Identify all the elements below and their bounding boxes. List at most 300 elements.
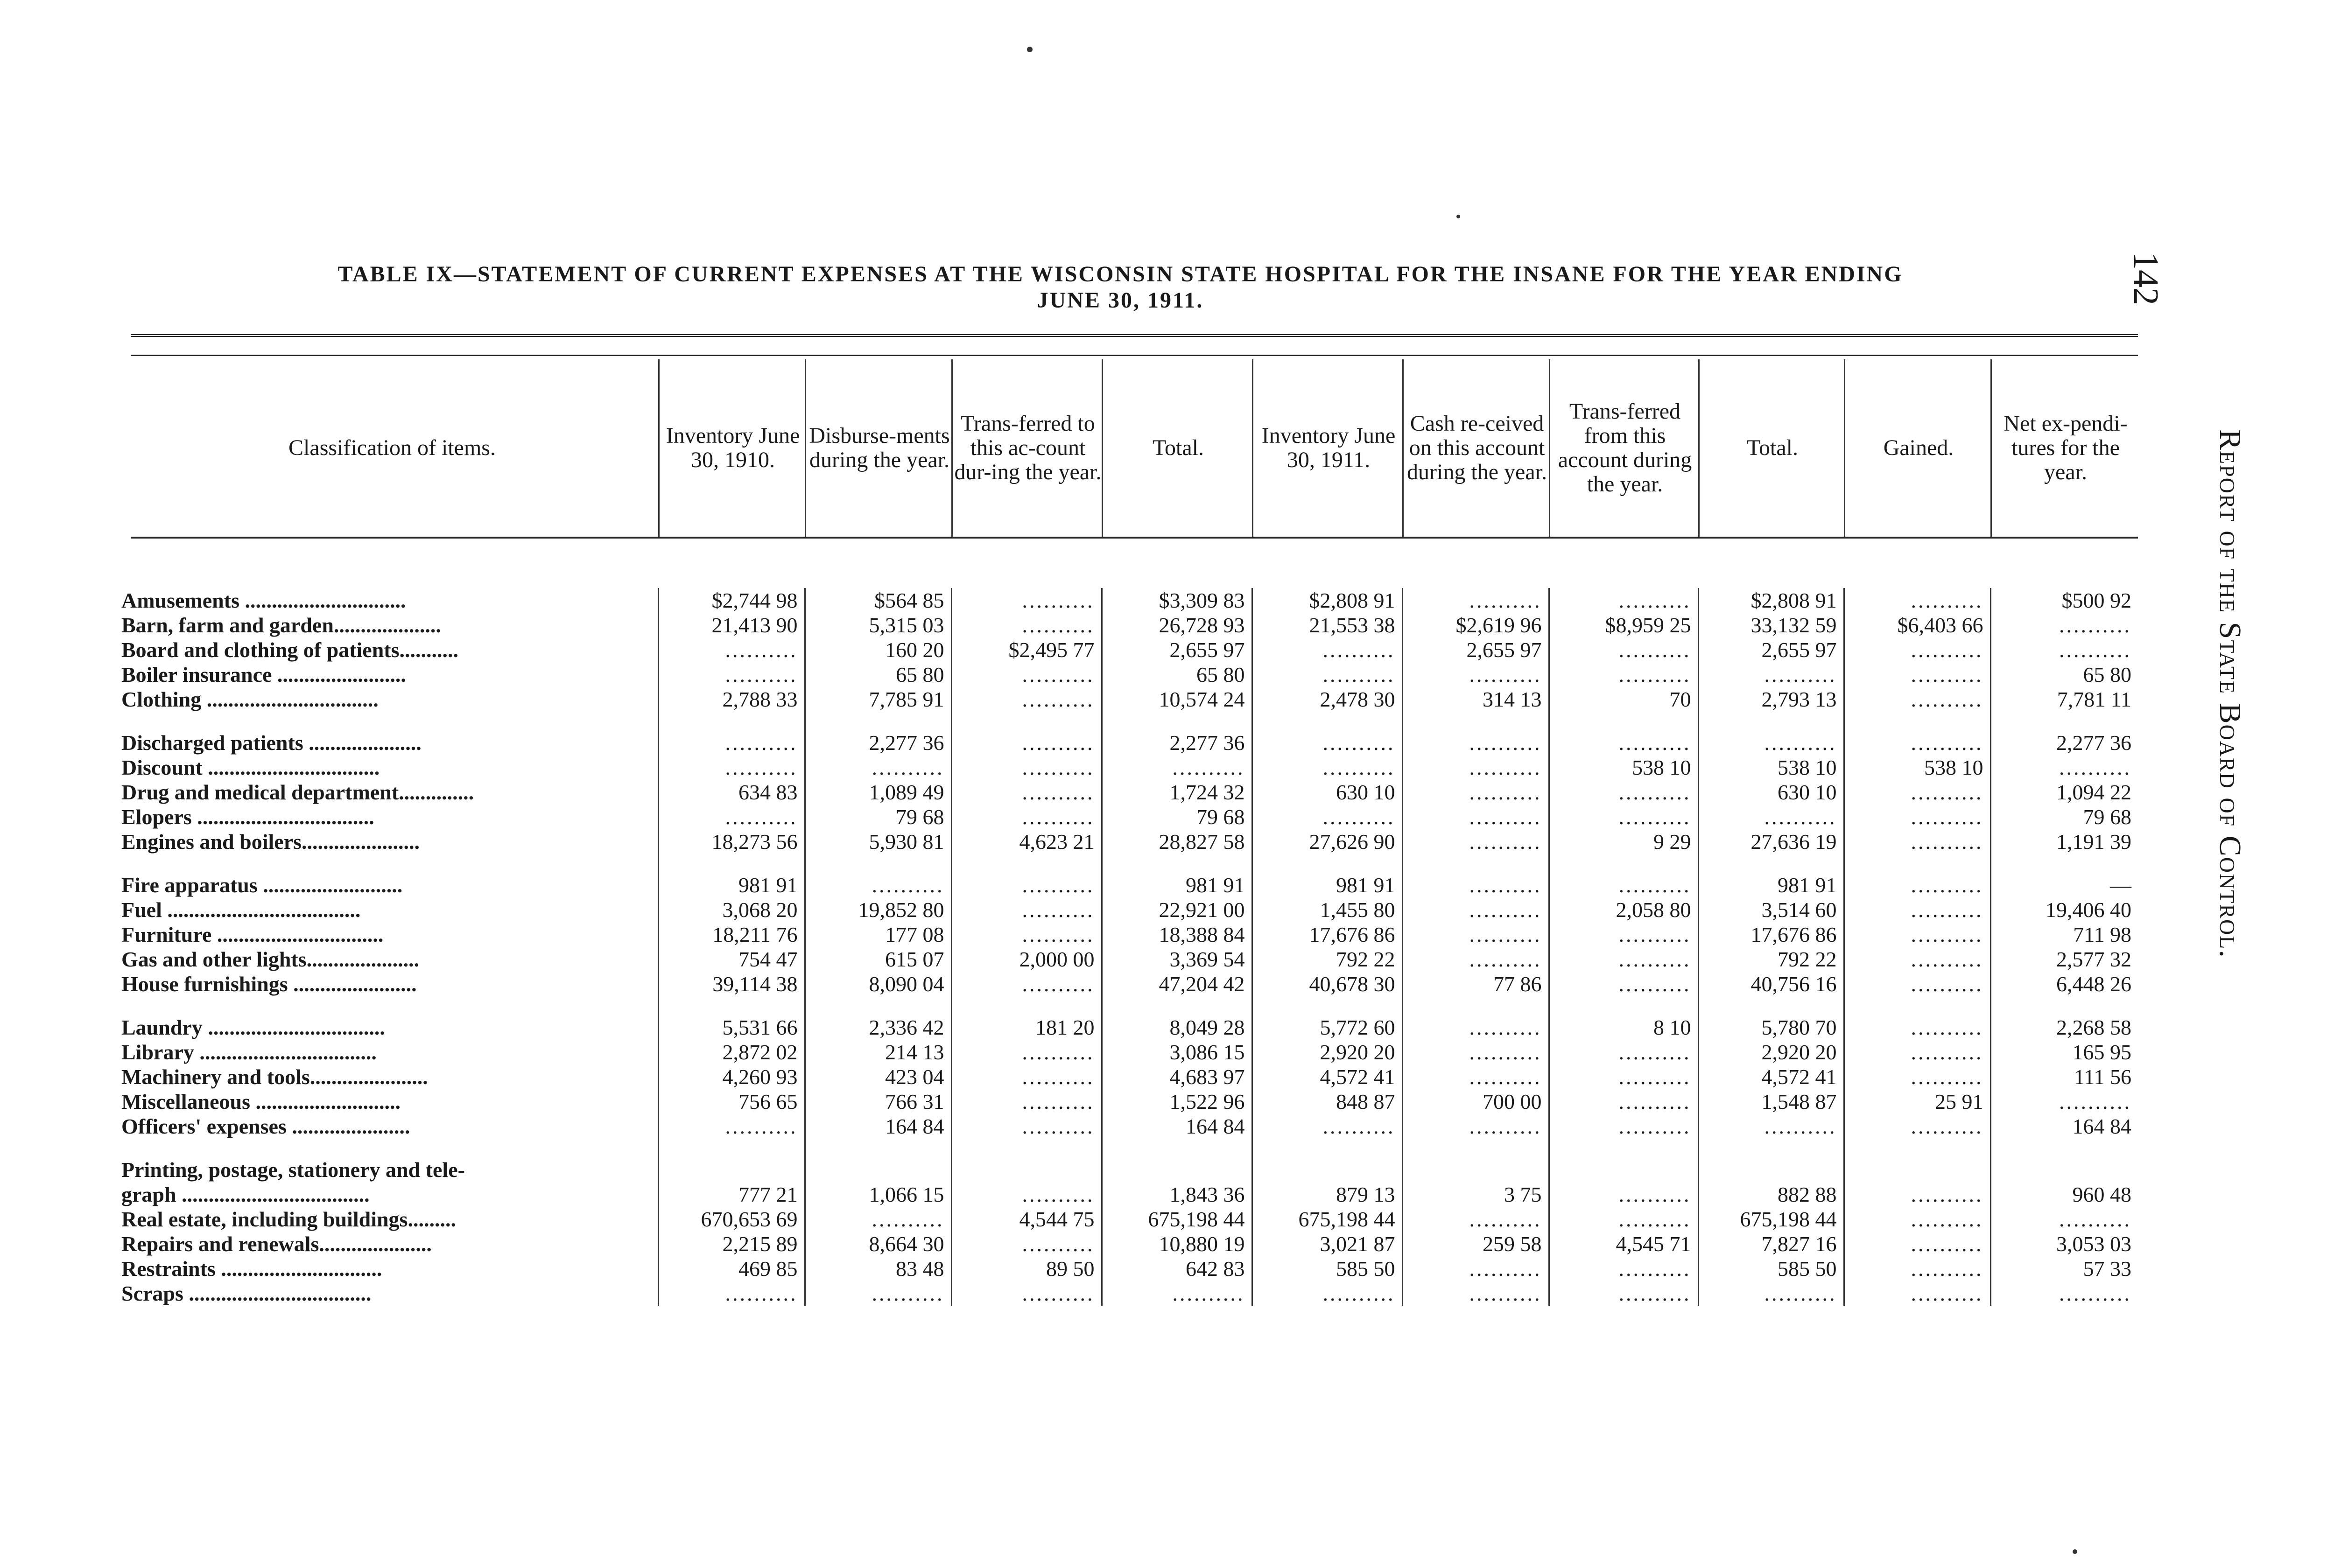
row-cell: .......... <box>951 1040 1102 1064</box>
header-gained: Gained. <box>1844 359 1992 537</box>
row-cell: 3,068 20 <box>658 897 805 922</box>
row-cell: 2,655 97 <box>1402 637 1549 662</box>
row-label: Elopers ................................. <box>121 805 374 829</box>
row-cell: 5,315 03 <box>805 613 951 637</box>
row-cell: .......... <box>658 1281 805 1306</box>
row-label: Amusements .............................. <box>121 588 406 612</box>
row-cell: $2,744 98 <box>658 588 805 613</box>
row-cell: .......... <box>1252 637 1402 662</box>
row-cell: 21,413 90 <box>658 613 805 637</box>
row-label: graph ................................... <box>121 1183 370 1206</box>
row-cell: .......... <box>1844 1281 1990 1306</box>
row-cell: 792 22 <box>1698 947 1844 972</box>
ink-speck <box>2073 1549 2077 1554</box>
row-cell: 469 85 <box>658 1256 805 1281</box>
row-cell <box>1844 854 1990 873</box>
row-cell: 19,406 40 <box>1990 897 2138 922</box>
row-label <box>121 1139 658 1157</box>
row-cell: .......... <box>1844 947 1990 972</box>
row-label: Discharged patients ..................... <box>121 731 422 755</box>
row-cell: .......... <box>1402 730 1549 755</box>
row-cell: .......... <box>1402 662 1549 687</box>
table-row <box>121 922 2138 947</box>
row-label: Barn, farm and garden.................... <box>121 613 441 637</box>
row-cell: .......... <box>1844 922 1990 947</box>
row-cell: 47,204 42 <box>1102 972 1252 996</box>
running-title: Report of the State Board of Control. <box>2213 429 2247 959</box>
row-cell <box>1698 712 1844 730</box>
row-cell: .......... <box>658 730 805 755</box>
row-cell <box>951 1139 1102 1157</box>
row-cell: 2,920 20 <box>1698 1040 1844 1064</box>
row-cell: 4,544 75 <box>951 1207 1102 1232</box>
row-cell: 27,626 90 <box>1252 829 1402 854</box>
table-row <box>121 1232 2138 1256</box>
row-cell: .......... <box>658 755 805 780</box>
row-cell: .......... <box>1844 1040 1990 1064</box>
row-cell: .......... <box>951 1089 1102 1114</box>
row-cell: 792 22 <box>1252 947 1402 972</box>
header-inventory-1911: Inventory June 30, 1911. <box>1252 359 1404 537</box>
row-cell: 4,260 93 <box>658 1064 805 1089</box>
row-cell: 33,132 59 <box>1698 613 1844 637</box>
row-cell: .......... <box>1402 805 1549 829</box>
row-cell: 2,478 30 <box>1252 687 1402 712</box>
row-cell: 1,094 22 <box>1990 780 2138 805</box>
row-cell <box>1102 1139 1252 1157</box>
row-cell: 630 10 <box>1698 780 1844 805</box>
row-cell: .......... <box>1252 755 1402 780</box>
row-cell: 7,827 16 <box>1698 1232 1844 1256</box>
table-title <box>140 261 2101 314</box>
row-cell: 960 48 <box>1990 1182 2138 1207</box>
row-cell: 164 84 <box>805 1114 951 1139</box>
row-cell: 214 13 <box>805 1040 951 1064</box>
table-row <box>121 613 2138 637</box>
row-cell: 8,664 30 <box>805 1232 951 1256</box>
row-cell <box>1102 712 1252 730</box>
row-cell: 8,090 04 <box>805 972 951 996</box>
row-cell: .......... <box>951 1182 1102 1207</box>
table-row <box>121 1040 2138 1064</box>
row-cell: .......... <box>1549 780 1698 805</box>
header-bottom-rule <box>131 537 2138 539</box>
row-cell: .......... <box>1402 780 1549 805</box>
row-cell: .......... <box>1549 1040 1698 1064</box>
row-cell: .......... <box>1102 1281 1252 1306</box>
row-cell: 777 21 <box>658 1182 805 1207</box>
row-cell: .......... <box>1549 637 1698 662</box>
row-label: Officers' expenses ...................... <box>121 1114 410 1138</box>
row-cell: .......... <box>1402 755 1549 780</box>
row-cell: 756 65 <box>658 1089 805 1114</box>
row-cell: 27,636 19 <box>1698 829 1844 854</box>
row-cell: .......... <box>1549 972 1698 996</box>
header-inventory-1910: Inventory June 30, 1910. <box>658 359 806 537</box>
row-cell: 111 56 <box>1990 1064 2138 1089</box>
row-cell: .......... <box>1990 1207 2138 1232</box>
row-cell: .......... <box>1402 588 1549 613</box>
table-row <box>121 897 2138 922</box>
header-total-1: Total. <box>1102 359 1253 537</box>
table-row <box>121 687 2138 712</box>
row-cell: 585 50 <box>1252 1256 1402 1281</box>
table-row <box>121 1207 2138 1232</box>
row-cell: .......... <box>1549 922 1698 947</box>
ink-speck <box>1456 215 1460 218</box>
row-cell <box>658 1139 805 1157</box>
row-cell: — <box>1990 873 2138 897</box>
row-cell: .......... <box>951 730 1102 755</box>
row-cell: 65 80 <box>1102 662 1252 687</box>
row-cell: .......... <box>951 1232 1102 1256</box>
row-cell: .......... <box>1844 1015 1990 1040</box>
table-row <box>121 829 2138 854</box>
header-cash-received: Cash re-ceived on this account during the year. <box>1402 359 1550 537</box>
row-cell: .......... <box>951 588 1102 613</box>
row-cell: .......... <box>1549 947 1698 972</box>
row-cell <box>1698 996 1844 1015</box>
row-cell: .......... <box>1549 662 1698 687</box>
row-cell: 711 98 <box>1990 922 2138 947</box>
row-cell: .......... <box>1402 947 1549 972</box>
row-cell <box>1102 854 1252 873</box>
row-cell: .......... <box>1102 755 1252 780</box>
row-cell: 879 13 <box>1252 1182 1402 1207</box>
row-label: Board and clothing of patients........... <box>121 638 459 662</box>
row-cell: 57 33 <box>1990 1256 2138 1281</box>
header-transferred-to: Trans-ferred to this ac-count dur-ing the year. <box>951 359 1103 537</box>
row-cell: 314 13 <box>1402 687 1549 712</box>
row-cell: .......... <box>951 613 1102 637</box>
row-label: Engines and boilers...................... <box>121 830 420 854</box>
row-cell <box>805 712 951 730</box>
table-row <box>121 1089 2138 1114</box>
row-cell: .......... <box>658 805 805 829</box>
row-cell <box>1252 1139 1402 1157</box>
table-row <box>121 1157 2138 1182</box>
row-cell: 4,623 21 <box>951 829 1102 854</box>
row-cell: 4,545 71 <box>1549 1232 1698 1256</box>
row-cell: .......... <box>1252 1114 1402 1139</box>
row-cell: .......... <box>1990 613 2138 637</box>
row-cell: 981 91 <box>1252 873 1402 897</box>
row-cell <box>1844 712 1990 730</box>
row-cell: .......... <box>1549 805 1698 829</box>
row-cell: 5,930 81 <box>805 829 951 854</box>
row-cell: 634 83 <box>658 780 805 805</box>
row-label: Scraps .................................. <box>121 1281 372 1305</box>
column-headers <box>126 359 2138 537</box>
table-row <box>121 805 2138 829</box>
row-cell <box>658 1157 805 1182</box>
row-cell: 164 84 <box>1990 1114 2138 1139</box>
table-row <box>121 1281 2138 1306</box>
row-cell: 17,676 86 <box>1698 922 1844 947</box>
row-cell: 1,724 32 <box>1102 780 1252 805</box>
row-cell: .......... <box>1549 730 1698 755</box>
table-title-line-1: TABLE IX—STATEMENT OF CURRENT EXPENSES AT THE WISCONSIN STATE HOSPITAL FOR THE INSANE FOR THE YEAR ENDING <box>337 262 1903 287</box>
row-cell: 7,785 91 <box>805 687 951 712</box>
table-row <box>121 1139 2138 1157</box>
row-cell: 2,655 97 <box>1102 637 1252 662</box>
row-cell: 675,198 44 <box>1698 1207 1844 1232</box>
row-cell <box>1549 1157 1698 1182</box>
table-row <box>121 730 2138 755</box>
page-number: 142 <box>2126 252 2165 305</box>
table-row <box>121 780 2138 805</box>
table-row <box>121 637 2138 662</box>
row-cell: .......... <box>1402 1207 1549 1232</box>
row-cell: .......... <box>1252 1281 1402 1306</box>
table-row <box>121 1064 2138 1089</box>
row-label: Clothing ................................ <box>121 687 379 711</box>
row-cell: .......... <box>1990 1089 2138 1114</box>
row-cell <box>1990 712 2138 730</box>
row-cell: 1,089 49 <box>805 780 951 805</box>
row-cell <box>805 854 951 873</box>
row-cell <box>805 1157 951 1182</box>
row-cell: 5,531 66 <box>658 1015 805 1040</box>
row-cell: .......... <box>1549 1089 1698 1114</box>
table-row <box>121 662 2138 687</box>
row-cell: 2,215 89 <box>658 1232 805 1256</box>
row-cell: 79 68 <box>1990 805 2138 829</box>
row-cell: .......... <box>1402 829 1549 854</box>
row-cell: .......... <box>1844 1256 1990 1281</box>
row-cell: $2,495 77 <box>951 637 1102 662</box>
header-top-rule <box>131 355 2138 356</box>
row-label: Laundry ................................. <box>121 1015 385 1039</box>
row-cell: $3,309 83 <box>1102 588 1252 613</box>
row-cell: 160 20 <box>805 637 951 662</box>
table-row <box>121 854 2138 873</box>
row-label: Machinery and tools...................... <box>121 1065 428 1089</box>
expenses-table <box>121 588 2138 1306</box>
row-cell <box>951 854 1102 873</box>
row-cell: $2,808 91 <box>1698 588 1844 613</box>
row-cell: .......... <box>1402 1114 1549 1139</box>
row-cell <box>1402 1139 1549 1157</box>
row-cell: 882 88 <box>1698 1182 1844 1207</box>
table-row <box>121 588 2138 613</box>
row-cell: 585 50 <box>1698 1256 1844 1281</box>
table-row <box>121 972 2138 996</box>
row-cell: 26,728 93 <box>1102 613 1252 637</box>
row-cell: 848 87 <box>1252 1089 1402 1114</box>
row-cell: 4,572 41 <box>1698 1064 1844 1089</box>
row-cell: 10,880 19 <box>1102 1232 1252 1256</box>
row-cell: 79 68 <box>1102 805 1252 829</box>
row-cell: .......... <box>951 873 1102 897</box>
row-label: Fire apparatus .......................... <box>121 873 403 897</box>
row-cell: .......... <box>951 687 1102 712</box>
row-cell: 538 10 <box>1549 755 1698 780</box>
row-label: Miscellaneous ........................... <box>121 1090 401 1113</box>
row-cell: 28,827 58 <box>1102 829 1252 854</box>
row-cell: .......... <box>1402 1064 1549 1089</box>
row-cell: 615 07 <box>805 947 951 972</box>
row-cell: 2,000 00 <box>951 947 1102 972</box>
row-cell <box>1252 996 1402 1015</box>
row-cell: 165 95 <box>1990 1040 2138 1064</box>
row-cell <box>1549 712 1698 730</box>
row-cell: 4,683 97 <box>1102 1064 1252 1089</box>
row-cell: 2,793 13 <box>1698 687 1844 712</box>
row-cell <box>1402 854 1549 873</box>
row-cell <box>1844 1139 1990 1157</box>
top-rule <box>131 334 2138 337</box>
row-cell: 5,780 70 <box>1698 1015 1844 1040</box>
row-cell: .......... <box>1252 662 1402 687</box>
row-cell: 3 75 <box>1402 1182 1549 1207</box>
row-cell: .......... <box>1844 662 1990 687</box>
row-cell: .......... <box>1844 780 1990 805</box>
row-cell: 766 31 <box>805 1089 951 1114</box>
row-label: Furniture ............................... <box>121 923 384 946</box>
row-cell: .......... <box>951 805 1102 829</box>
row-cell <box>1990 1157 2138 1182</box>
row-cell: .......... <box>951 1064 1102 1089</box>
row-cell: .......... <box>805 873 951 897</box>
row-cell: 70 <box>1549 687 1698 712</box>
row-cell: .......... <box>1844 829 1990 854</box>
row-cell: .......... <box>1549 873 1698 897</box>
row-cell <box>1698 1139 1844 1157</box>
row-cell: .......... <box>1844 637 1990 662</box>
row-cell: .......... <box>1252 730 1402 755</box>
row-cell: 40,756 16 <box>1698 972 1844 996</box>
row-cell: 5,772 60 <box>1252 1015 1402 1040</box>
row-label: Repairs and renewals..................... <box>121 1232 432 1256</box>
row-cell <box>658 996 805 1015</box>
row-cell: 10,574 24 <box>1102 687 1252 712</box>
row-cell <box>1102 1157 1252 1182</box>
row-cell: 177 08 <box>805 922 951 947</box>
row-cell: .......... <box>1549 1256 1698 1281</box>
row-cell: 25 91 <box>1844 1089 1990 1114</box>
row-cell: .......... <box>1844 1207 1990 1232</box>
row-cell: .......... <box>1698 805 1844 829</box>
row-cell: 259 58 <box>1402 1232 1549 1256</box>
row-cell: 39,114 38 <box>658 972 805 996</box>
row-cell: .......... <box>1844 730 1990 755</box>
row-cell: .......... <box>1990 637 2138 662</box>
row-cell: 675,198 44 <box>1102 1207 1252 1232</box>
row-cell: 18,273 56 <box>658 829 805 854</box>
row-cell: 2,268 58 <box>1990 1015 2138 1040</box>
row-cell: .......... <box>1844 972 1990 996</box>
row-cell: .......... <box>658 637 805 662</box>
row-cell <box>1549 854 1698 873</box>
row-cell: 2,336 42 <box>805 1015 951 1040</box>
row-cell: 1,843 36 <box>1102 1182 1252 1207</box>
row-cell: 2,277 36 <box>1990 730 2138 755</box>
row-cell: 675,198 44 <box>1252 1207 1402 1232</box>
row-cell: 40,678 30 <box>1252 972 1402 996</box>
row-cell: .......... <box>1844 1064 1990 1089</box>
row-cell: .......... <box>1844 897 1990 922</box>
row-cell: 8,049 28 <box>1102 1015 1252 1040</box>
row-label: Library ................................. <box>121 1040 377 1064</box>
row-cell: .......... <box>805 1207 951 1232</box>
row-cell: .......... <box>1698 1281 1844 1306</box>
row-cell: 65 80 <box>805 662 951 687</box>
row-cell: 2,577 32 <box>1990 947 2138 972</box>
row-cell <box>805 1139 951 1157</box>
row-cell: 1,455 80 <box>1252 897 1402 922</box>
row-cell: .......... <box>1402 1256 1549 1281</box>
header-transferred-from: Trans-ferred from this account during the year. <box>1549 359 1700 537</box>
row-cell: .......... <box>1402 922 1549 947</box>
row-cell: .......... <box>1844 873 1990 897</box>
row-cell <box>1102 996 1252 1015</box>
row-cell: .......... <box>1844 588 1990 613</box>
row-cell: 2,872 02 <box>658 1040 805 1064</box>
row-cell <box>1549 996 1698 1015</box>
row-cell: 630 10 <box>1252 780 1402 805</box>
row-cell: 981 91 <box>1102 873 1252 897</box>
header-net-expenditures: Net ex-pendi-tures for the year. <box>1990 359 2139 537</box>
row-cell: 19,852 80 <box>805 897 951 922</box>
table-row <box>121 1256 2138 1281</box>
header-disbursements: Disburse-ments during the year. <box>805 359 953 537</box>
table-row <box>121 873 2138 897</box>
row-cell: 2,655 97 <box>1698 637 1844 662</box>
row-cell: .......... <box>658 1114 805 1139</box>
row-cell <box>1402 996 1549 1015</box>
row-label: Boiler insurance ........................ <box>121 663 406 686</box>
row-cell: 538 10 <box>1844 755 1990 780</box>
row-cell: .......... <box>1844 805 1990 829</box>
row-cell: $6,403 66 <box>1844 613 1990 637</box>
row-cell: 181 20 <box>951 1015 1102 1040</box>
row-cell: .......... <box>1990 1281 2138 1306</box>
row-cell <box>1844 1157 1990 1182</box>
row-cell: .......... <box>1402 1040 1549 1064</box>
row-cell: 2,920 20 <box>1252 1040 1402 1064</box>
row-cell: .......... <box>951 755 1102 780</box>
row-cell <box>1990 996 2138 1015</box>
row-label: Gas and other lights..................... <box>121 947 420 971</box>
row-label: Real estate, including buildings......... <box>121 1207 456 1231</box>
table-row <box>121 712 2138 730</box>
row-cell <box>1402 712 1549 730</box>
row-cell <box>951 1157 1102 1182</box>
ink-speck <box>1027 47 1033 52</box>
row-label <box>121 996 658 1015</box>
row-cell <box>1402 1157 1549 1182</box>
row-cell: .......... <box>951 662 1102 687</box>
table-title-line-2: JUNE 30, 1911. <box>1037 288 1204 313</box>
row-cell: .......... <box>1698 662 1844 687</box>
row-cell: .......... <box>1549 1064 1698 1089</box>
row-cell: 89 50 <box>951 1256 1102 1281</box>
row-cell <box>658 854 805 873</box>
row-cell: .......... <box>1549 1114 1698 1139</box>
row-cell: 83 48 <box>805 1256 951 1281</box>
row-cell: .......... <box>1844 687 1990 712</box>
row-cell: .......... <box>1402 1281 1549 1306</box>
row-cell <box>1698 854 1844 873</box>
row-label: Drug and medical department.............. <box>121 780 474 804</box>
row-cell: 1,191 39 <box>1990 829 2138 854</box>
row-cell: 1,066 15 <box>805 1182 951 1207</box>
row-cell: 3,514 60 <box>1698 897 1844 922</box>
row-cell: .......... <box>1844 1182 1990 1207</box>
row-cell <box>658 712 805 730</box>
row-cell: 981 91 <box>1698 873 1844 897</box>
